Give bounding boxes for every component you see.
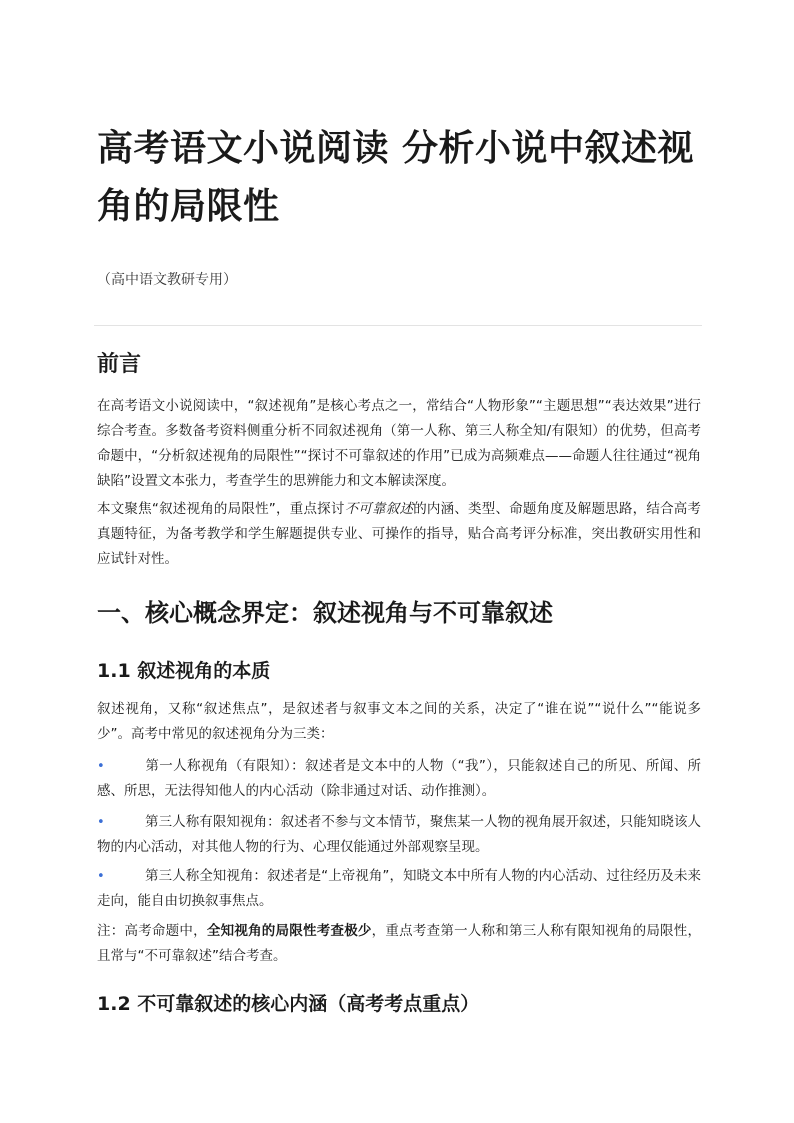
section-1-2-heading: 1.2 不可靠叙述的核心内涵（高考考点重点） [97,993,480,1015]
preface-paragraph-2 [97,497,701,572]
list-item-text: 第三人称有限知视角：叙述者不参与文本情节，聚焦某一人物的视角展开叙述，只能知晓该人物的内心活动，对其他人物的行为、心理仅能通过外部观察呈现。 [97,814,701,855]
preface-p2-text-b: 的内涵、类型、命题角度及解题思路，结合高考真题特征，为备考教学和学生解题提供专业、可操作的指导，贴合高考评分标准，突出教研实用性和应试针对性。 [97,501,702,567]
list-item [97,864,701,914]
preface-paragraph-1: 在高考语文小说阅读中，“叙述视角”是核心考点之一，常结合“人物形象”“主题思想”“表达效果”进行综合考查。多数备考资料侧重分析不同叙述视角（第一人称、第三人称全知/有限知）的优势，但高考命题中，“分析叙述视角的局限性”“探讨不可靠叙述的作用”已成为高频难点——命题人往往通过“视角缺陷”设置文本张力，考查学生的思辨能力和文本解读深度。 [97,398,701,489]
section-1-1-note [97,919,701,969]
note-text-a: 注：高考命题中， [97,923,207,939]
section-1-1-heading: 1.1 叙述视角的本质 [97,660,271,682]
preface-p2-emphasis: 不可靠叙述 [344,501,414,517]
preface-heading: 前言 [97,352,142,377]
list-item-text: 第一人称视角（有限知）：叙述者是文本中的人物（“我”），只能叙述自己的所见、所闻、所感、所思，无法得知他人的内心活动（除非通过对话、动作推测）。 [97,758,701,799]
section-1-1-intro: 叙述视角，又称“叙述焦点”，是叙述者与叙事文本之间的关系，决定了“谁在说”“说什么”“能说多少”。高考中常见的叙述视角分为三类： [97,701,701,742]
preface-p2-text-a: 本文聚焦“叙述视角的局限性”，重点探讨 [97,501,345,517]
section-1-heading: 一、核心概念界定：叙述视角与不可靠叙述 [97,599,553,627]
note-emphasis: 全知视角的局限性考查极少 [206,923,372,939]
divider [94,325,702,326]
bullet-icon: • [97,815,105,830]
bullet-icon: • [97,869,105,884]
note-text-b: ，重点考查第一人称和第三人称有限知视角的局限性，且常与“不可靠叙述”结合考查。 [97,923,702,964]
list-item-text: 第三人称全知视角：叙述者是“上帝视角”，知晓文本中所有人物的内心活动、过往经历及未来走向，能自由切换叙事焦点。 [97,868,701,909]
bullet-icon: • [97,759,105,774]
document-subtitle: （高中语文教研专用） [97,272,237,288]
list-item [97,754,701,804]
list-item [97,810,701,860]
document-title: 高考语文小说阅读 分析小说中叙述视角的局限性 [97,128,695,227]
